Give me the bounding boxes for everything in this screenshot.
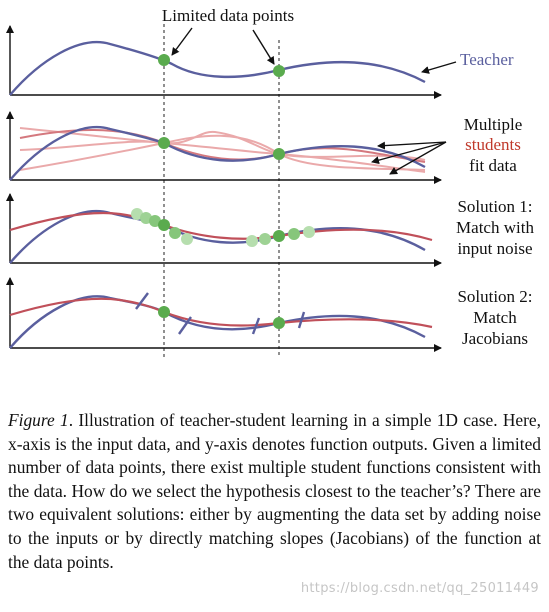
- teacher-curve: [10, 296, 425, 348]
- arrow-to-teacher: [422, 62, 456, 72]
- noise-point: [288, 228, 300, 240]
- data-point: [158, 306, 170, 318]
- panel3-label-line3: input noise: [457, 239, 533, 258]
- panel4-label-line1: Solution 2:: [457, 287, 533, 306]
- data-point: [158, 54, 170, 66]
- noise-point: [246, 235, 258, 247]
- limited-data-points-label: Limited data points: [161, 6, 295, 25]
- student-curve: [20, 128, 425, 172]
- figure-caption: [8, 409, 541, 574]
- noise-point: [169, 227, 181, 239]
- arrow-to-point-2: [253, 30, 274, 64]
- panel2-label-line3: fit data: [469, 156, 517, 175]
- panel3-label-line2: Match with: [456, 218, 534, 237]
- data-point: [158, 137, 170, 149]
- student-curve: [20, 136, 425, 170]
- data-point: [273, 148, 285, 160]
- panel-jacobians: [10, 278, 533, 348]
- caption-text: . Illustration of teacher-student learning in a simple 1D case. Here, x-axis is the input data, and y-axis denotes function outputs. Given a limited number of data points, there exist multiple student functions consistent with the data. How do we select the hypothesis closest to the teacher’s? There are two equivalent solutions: either by augmenting the data set by adding noise to the inputs or by directly matching slopes (Jacobians) of the function at the data points.: [8, 410, 541, 572]
- panel2-label-line1: Multiple: [463, 115, 523, 134]
- panel4-label-line3: Jacobians: [461, 329, 529, 348]
- data-point: [158, 219, 170, 231]
- panel-input-noise: [10, 194, 534, 263]
- data-point: [273, 65, 285, 77]
- panel-teacher: [10, 26, 514, 95]
- watermark: https://blog.csdn.net/qq_25011449: [300, 581, 539, 596]
- data-point: [273, 317, 285, 329]
- panel2-label-line2: students: [465, 135, 521, 154]
- panel3-label-line1: Solution 1:: [457, 197, 533, 216]
- panel4-label-line2: Match: [473, 308, 517, 327]
- noise-point: [181, 233, 193, 245]
- data-point: [273, 230, 285, 242]
- teacher-curve: [10, 42, 425, 95]
- caption-label: Figure 1: [8, 410, 69, 430]
- noise-point: [303, 226, 315, 238]
- arrow-to-point-1: [172, 28, 192, 55]
- panel-multiple-students: [10, 112, 522, 180]
- student-curve: [10, 299, 432, 327]
- teacher-label: Teacher: [460, 50, 514, 69]
- noise-point: [259, 233, 271, 245]
- student-curve: [10, 213, 432, 240]
